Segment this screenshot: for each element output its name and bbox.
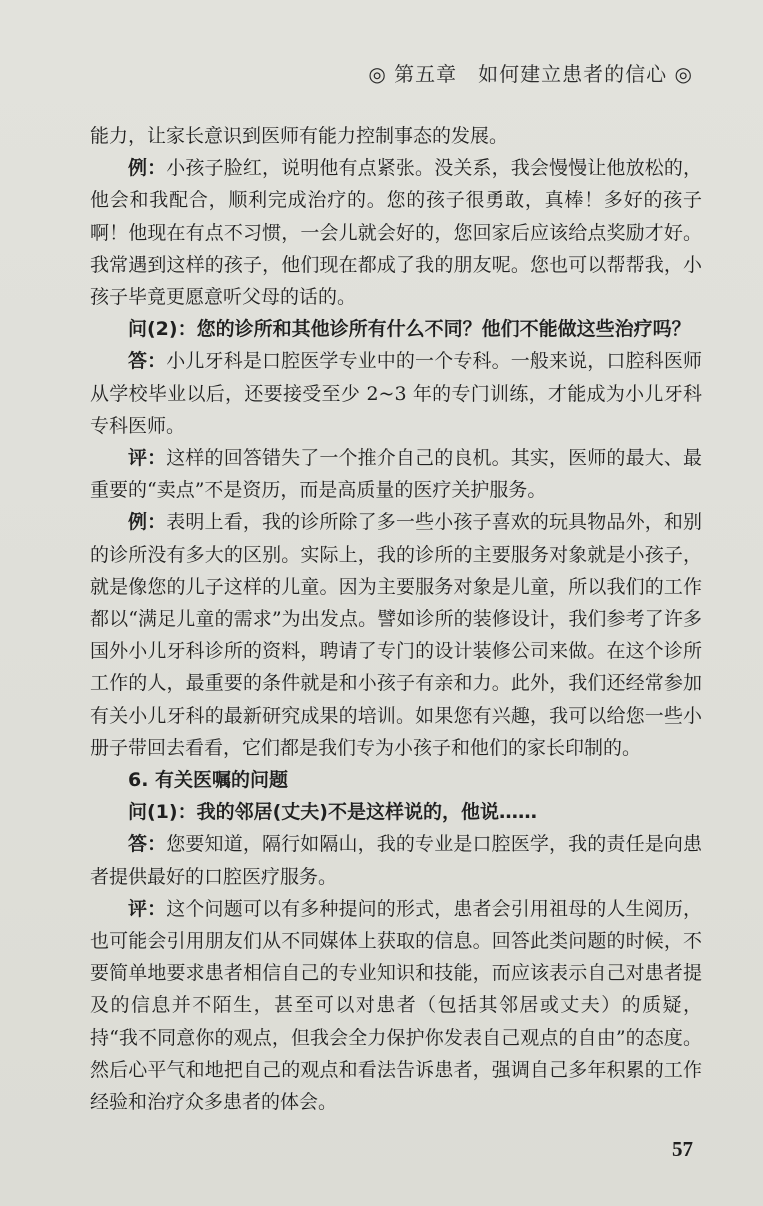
question-2-heading: 问(2)：您的诊所和其他诊所有什么不同？他们不能做这些治疗吗？ bbox=[128, 318, 691, 341]
comment-text: 这样的回答错失了一个推介自己的良机。其实，医师的最大、最重要的“卖点”不是资历，而是高质量的医疗关护服务。 bbox=[90, 447, 702, 502]
paragraph-comment-2 bbox=[90, 893, 702, 1118]
page-number: 57 bbox=[672, 1137, 693, 1161]
comment-label: 评： bbox=[128, 447, 167, 470]
section-6-heading: 6. 有关医嘱的问题 bbox=[128, 769, 289, 792]
paragraph-example-1 bbox=[90, 152, 702, 313]
comment-text: 这个问题可以有多种提问的形式，患者会引用祖母的人生阅历，也可能会引用朋友们从不同媒体上获取的信息。回答此类问题的时候，不要简单地要求患者相信自己的专业知识和技能，而应该表示自己对患者提及的信息并不陌生，甚至可以对患者（包括其邻居或丈夫）的质疑，持“我不同意你的观点，但我会全力保护你发表自己观点的自由”的态度。然后心平气和地把自己的观点和看法告诉患者，强调自己多年积累的工作经验和治疗众多患者的体会。 bbox=[90, 897, 702, 1114]
paragraph-comment-1 bbox=[90, 442, 702, 506]
example-text: 表明上看，我的诊所除了多一些小孩子喜欢的玩具物品外，和别的诊所没有多大的区别。实际上，我的诊所的主要服务对象就是小孩子，就是像您的儿子这样的儿童。因为主要服务对象是儿童，所以我们的工作都以“满足儿童的需求”为出发点。譬如诊所的装修设计，我们参考了许多国外小儿牙科诊所的资料，聘请了专门的设计装修公司来做。在这个诊所工作的人，最重要的条件就是和小孩子有亲和力。此外，我们还经常参加有关小儿牙科的最新研究成果的培训。如果您有兴趣，我可以给您一些小册子带回去看看，它们都是我们专为小孩子和他们的家长印制的。 bbox=[90, 511, 702, 759]
paragraph-answer-2 bbox=[90, 828, 702, 892]
running-head: ◎ 第五章 如何建立患者的信心 ◎ bbox=[368, 62, 693, 86]
answer-text: 小儿牙科是口腔医学专业中的一个专科。一般来说，口腔科医师从学校毕业以后，还要接受至少 2~3 年的专门训练，才能成为小儿牙科专科医师。 bbox=[90, 350, 702, 437]
paragraph-continuation: 能力，让家长意识到医师有能力控制事态的发展。 bbox=[90, 125, 509, 147]
body-text bbox=[90, 120, 702, 1118]
example-label: 例： bbox=[128, 157, 167, 180]
answer-text: 您要知道，隔行如隔山，我的专业是口腔医学，我的责任是向患者提供最好的口腔医疗服务。 bbox=[90, 833, 702, 888]
example-label: 例： bbox=[128, 511, 167, 534]
comment-label: 评： bbox=[128, 897, 167, 920]
question-1-heading: 问(1)：我的邻居(丈夫)不是这样说的，他说…… bbox=[128, 801, 537, 824]
paragraph-answer-1 bbox=[90, 345, 702, 442]
paragraph-example-2 bbox=[90, 506, 702, 764]
answer-label: 答： bbox=[128, 350, 167, 373]
answer-label: 答： bbox=[128, 833, 167, 856]
example-text: 小孩子脸红，说明他有点紧张。没关系，我会慢慢让他放松的，他会和我配合，顺利完成治疗的。您的孩子很勇敢，真棒！多好的孩子啊！他现在有点不习惯，一会儿就会好的，您回家后应该给点奖励才好。我常遇到这样的孩子，他们现在都成了我的朋友呢。您也可以帮帮我，小孩子毕竟更愿意听父母的话的。 bbox=[90, 157, 702, 309]
